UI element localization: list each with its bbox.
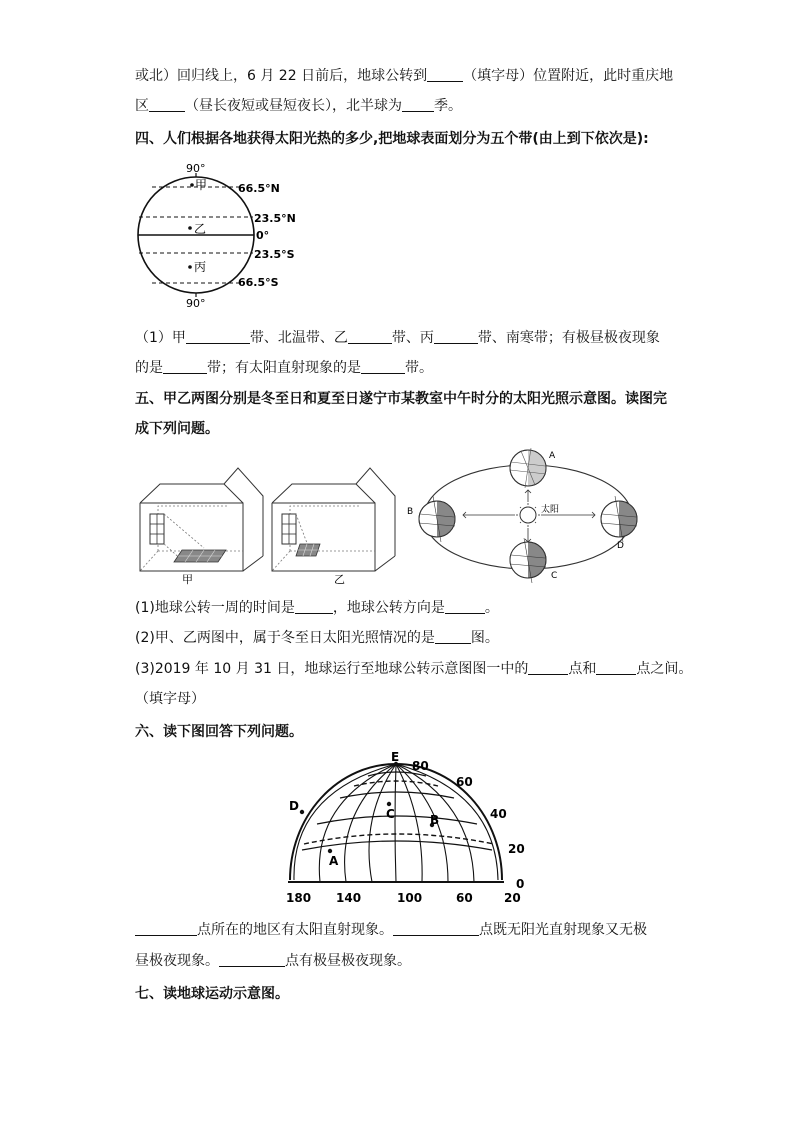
s3-line-1 [135, 66, 673, 86]
text: 点有极昼极夜现象。 [285, 953, 411, 969]
text: 昼极夜现象。 [135, 953, 219, 969]
zone-globe-figure [130, 160, 310, 310]
label-lon140: 140 [336, 891, 362, 905]
house-jia-figure [138, 456, 268, 586]
s5-heading-1: 五、甲乙两图分别是冬至日和夏至日遂宁市某教室中午时分的太阳光照示意图。读图完 [135, 391, 667, 407]
text: 的是 [135, 360, 163, 376]
label-23N: 23.5°N [254, 212, 296, 225]
text: 或北）回归线上，6 月 22 日前后，地球公转到 [135, 68, 428, 84]
answer-blank[interactable] [445, 598, 485, 614]
label-lat40: 40 [490, 807, 507, 821]
text: 图。 [470, 630, 499, 646]
text: 带、北温带、乙 [249, 330, 348, 346]
label-C: C [551, 571, 558, 581]
s5-q3 [135, 659, 692, 679]
sun-icon [516, 503, 540, 527]
label-66S: 66.5°S [238, 276, 279, 289]
answer-blank[interactable] [163, 358, 207, 374]
text: （1）甲 [135, 330, 186, 346]
label-B: B [430, 813, 440, 827]
answer-blank[interactable] [435, 628, 471, 644]
label-D: D [289, 799, 299, 813]
label-lon60: 60 [456, 891, 473, 905]
text: 带、丙 [391, 330, 434, 346]
point-bing [188, 265, 192, 269]
label-jia: 甲 [195, 178, 208, 192]
answer-blank[interactable] [219, 951, 285, 967]
label-bottom: 90° [186, 297, 206, 310]
answer-blank[interactable] [348, 328, 392, 344]
text: 点既无阳光直射现象又无极 [479, 922, 647, 938]
text: 点之间。 [636, 661, 693, 677]
point-A [328, 849, 332, 853]
s4-heading: 四、人们根据各地获得太阳光热的多少,把地球表面划分为五个带(由上到下依次是): [135, 131, 649, 147]
label-house-jia: 甲 [182, 573, 193, 586]
text: ，地球公转方向是 [332, 600, 445, 616]
s5-q1 [135, 598, 499, 618]
answer-blank[interactable] [596, 659, 636, 675]
text: 区 [135, 98, 149, 114]
s4-q2 [135, 358, 433, 378]
s3-line-2 [135, 96, 462, 116]
label-E: E [391, 752, 400, 764]
label-D: D [617, 541, 624, 551]
label-lon100: 100 [397, 891, 423, 905]
label-A: A [329, 854, 339, 868]
answer-blank[interactable] [295, 598, 333, 614]
answer-blank[interactable] [427, 66, 463, 82]
s5-heading-2: 成下列问题。 [135, 421, 219, 437]
text: 带、南寒带；有极昼极夜现象 [477, 330, 660, 346]
point-yi [188, 226, 192, 230]
text: 。 [484, 600, 499, 616]
label-A: A [549, 451, 556, 461]
point-C [387, 802, 391, 806]
earth-a [510, 448, 546, 488]
house-yi-figure [270, 456, 400, 586]
answer-blank[interactable] [402, 96, 434, 112]
label-yi: 乙 [194, 222, 207, 236]
earth-c [510, 538, 546, 583]
point-jia [190, 183, 194, 187]
s5-q2 [135, 628, 499, 648]
label-top: 90° [186, 162, 206, 175]
label-0: 0° [256, 229, 270, 242]
label-23S: 23.5°S [254, 248, 295, 261]
text: 带。 [405, 360, 433, 376]
label-lat60: 60 [456, 775, 473, 789]
label-house-yi: 乙 [334, 573, 345, 586]
label-lat20: 20 [508, 842, 525, 856]
text: （昼长夜短或昼短夜长），北半球为 [185, 98, 402, 114]
text: (2)甲、乙两图中，属于冬至日太阳光照情况的是 [135, 630, 435, 646]
text: 带；有太阳直射现象的是 [207, 360, 361, 376]
label-bing: 丙 [194, 260, 207, 274]
s7-heading: 七、读地球运动示意图。 [135, 986, 289, 1002]
answer-blank[interactable] [361, 358, 405, 374]
s6-q2 [135, 951, 411, 971]
text: 季。 [434, 98, 462, 114]
answer-blank[interactable] [528, 659, 568, 675]
text: (3)2019 年 10 月 31 日，地球运行至地球公转示意图图一中的 [135, 661, 529, 677]
text: 点和 [568, 661, 597, 677]
text: (1)地球公转一周的时间是 [135, 600, 295, 616]
label-66N: 66.5°N [238, 182, 280, 195]
s6-q1 [135, 920, 647, 940]
s4-q1 [135, 328, 660, 348]
answer-blank[interactable] [393, 920, 479, 936]
earth-d [601, 496, 637, 542]
earth-b [419, 496, 455, 542]
answer-blank[interactable] [135, 920, 197, 936]
label-B: B [407, 507, 414, 517]
text: （填字母）位置附近，此时重庆地 [463, 68, 674, 84]
label-lon20: 20 [504, 891, 521, 905]
answer-blank[interactable] [186, 328, 250, 344]
s5-q3-note: （填字母） [135, 691, 205, 707]
point-D [300, 810, 304, 814]
label-lon180: 180 [286, 891, 312, 905]
s6-heading: 六、读下图回答下列问题。 [135, 724, 303, 740]
orbit-figure [403, 444, 653, 590]
answer-blank[interactable] [434, 328, 478, 344]
label-sun: 太阳 [541, 505, 560, 515]
hemisphere-grid-figure [272, 752, 532, 908]
label-lat0: 0 [516, 877, 525, 891]
text: 点所在的地区有太阳直射现象。 [197, 922, 393, 938]
label-C: C [386, 807, 395, 821]
label-lat80: 80 [412, 759, 429, 773]
answer-blank[interactable] [149, 96, 185, 112]
